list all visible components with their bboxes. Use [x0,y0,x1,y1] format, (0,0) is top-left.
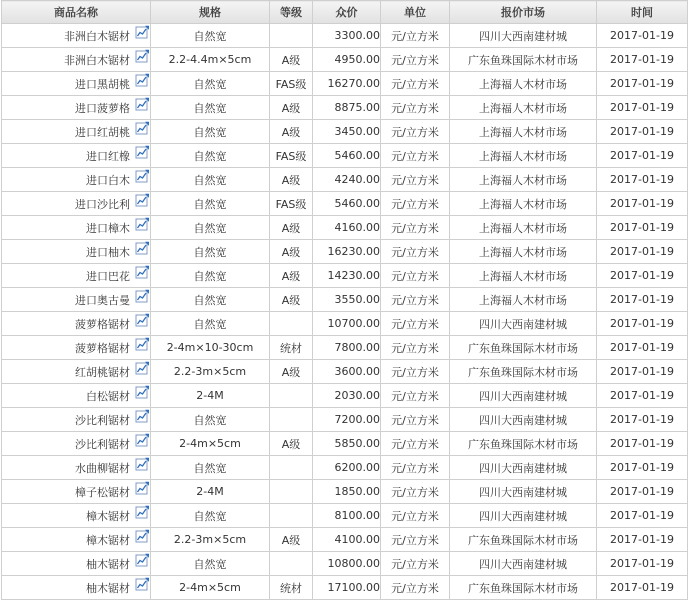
price-trend-chart-icon[interactable] [135,409,150,423]
market-cell: 四川大西南建材城 [450,312,597,336]
column-header-grade[interactable]: 等级 [270,1,313,24]
price-trend-chart-icon[interactable] [135,121,150,135]
price-trend-chart-icon[interactable] [135,313,150,327]
price-trend-chart-icon[interactable] [135,385,150,399]
unit-cell: 元/立方米 [381,480,450,504]
unit-cell: 元/立方米 [381,192,450,216]
column-header-time[interactable]: 时间 [597,1,688,24]
table-row [2,312,688,336]
price-cell: 3600.00 [313,360,381,384]
market-cell: 广东鱼珠国际木材市场 [450,360,597,384]
table-row [2,456,688,480]
spec-cell: 2.2-3m×5cm [151,528,270,552]
grade-cell: A级 [270,288,313,312]
column-header-price[interactable]: 众价 [313,1,381,24]
spec-cell: 自然宽 [151,240,270,264]
spec-cell: 自然宽 [151,312,270,336]
price-trend-chart-icon[interactable] [135,433,150,447]
time-cell: 2017-01-19 [597,576,688,600]
price-cell: 4950.00 [313,48,381,72]
market-cell: 四川大西南建材城 [450,24,597,48]
table-row [2,96,688,120]
spec-cell: 2.2-3m×5cm [151,360,270,384]
price-cell: 3550.00 [313,288,381,312]
table-row [2,360,688,384]
time-cell: 2017-01-19 [597,312,688,336]
market-cell: 四川大西南建材城 [450,384,597,408]
product-name-link[interactable]: 非洲白木锯材 [64,53,130,67]
market-cell: 上海福人木材市场 [450,288,597,312]
unit-cell: 元/立方米 [381,432,450,456]
product-name-link[interactable]: 进口巴花 [86,269,130,283]
price-trend-chart-icon[interactable] [135,217,150,231]
table-header [2,1,688,24]
time-cell: 2017-01-19 [597,120,688,144]
price-cell: 8875.00 [313,96,381,120]
time-cell: 2017-01-19 [597,336,688,360]
time-cell: 2017-01-19 [597,24,688,48]
name-cell [2,456,151,480]
time-cell: 2017-01-19 [597,144,688,168]
name-cell [2,288,151,312]
price-cell: 4160.00 [313,216,381,240]
grade-cell: FAS级 [270,144,313,168]
grade-cell: 统材 [270,576,313,600]
unit-cell: 元/立方米 [381,384,450,408]
unit-cell: 元/立方米 [381,240,450,264]
market-cell: 上海福人木材市场 [450,192,597,216]
grade-cell: 统材 [270,336,313,360]
product-name-link[interactable]: 水曲柳锯材 [75,461,130,475]
product-name-link[interactable]: 进口柚木 [86,245,130,259]
grade-cell [270,408,313,432]
name-cell [2,504,151,528]
table-row [2,216,688,240]
time-cell: 2017-01-19 [597,288,688,312]
table-row [2,576,688,600]
market-cell: 广东鱼珠国际木材市场 [450,432,597,456]
time-cell: 2017-01-19 [597,552,688,576]
price-trend-chart-icon[interactable] [135,49,150,63]
market-cell: 广东鱼珠国际木材市场 [450,528,597,552]
product-name-link[interactable]: 进口红橡 [86,149,130,163]
name-cell [2,96,151,120]
column-header-name[interactable]: 商品名称 [2,1,151,24]
market-cell: 上海福人木材市场 [450,120,597,144]
table-row [2,408,688,432]
grade-cell: A级 [270,120,313,144]
time-cell: 2017-01-19 [597,264,688,288]
name-cell [2,48,151,72]
grade-cell: A级 [270,528,313,552]
table-row [2,480,688,504]
product-name-link[interactable]: 樟子松锯材 [75,485,130,499]
column-header-spec[interactable]: 规格 [151,1,270,24]
time-cell: 2017-01-19 [597,456,688,480]
unit-cell: 元/立方米 [381,264,450,288]
spec-cell: 2-4M [151,384,270,408]
name-cell [2,408,151,432]
product-name-link[interactable]: 红胡桃锯材 [75,365,130,379]
unit-cell: 元/立方米 [381,144,450,168]
market-cell: 上海福人木材市场 [450,144,597,168]
table-body [2,24,688,600]
time-cell: 2017-01-19 [597,48,688,72]
price-cell: 5850.00 [313,432,381,456]
table-row [2,48,688,72]
unit-cell: 元/立方米 [381,528,450,552]
price-cell: 1850.00 [313,480,381,504]
grade-cell [270,384,313,408]
price-trend-chart-icon[interactable] [135,337,150,351]
table-row [2,72,688,96]
unit-cell: 元/立方米 [381,360,450,384]
name-cell [2,24,151,48]
name-cell [2,432,151,456]
table-row [2,264,688,288]
column-header-unit[interactable]: 单位 [381,1,450,24]
time-cell: 2017-01-19 [597,192,688,216]
grade-cell [270,552,313,576]
table-row [2,288,688,312]
name-cell [2,120,151,144]
spec-cell: 自然宽 [151,504,270,528]
price-trend-chart-icon[interactable] [135,25,150,39]
product-name-link[interactable]: 进口奥古曼 [75,293,130,307]
price-trend-chart-icon[interactable] [135,169,150,183]
price-cell: 16270.00 [313,72,381,96]
unit-cell: 元/立方米 [381,288,450,312]
spec-cell: 自然宽 [151,552,270,576]
time-cell: 2017-01-19 [597,360,688,384]
unit-cell: 元/立方米 [381,72,450,96]
table-row [2,192,688,216]
price-cell: 10700.00 [313,312,381,336]
spec-cell: 自然宽 [151,408,270,432]
unit-cell: 元/立方米 [381,576,450,600]
market-cell: 上海福人木材市场 [450,240,597,264]
market-cell: 四川大西南建材城 [450,456,597,480]
product-name-link[interactable]: 菠萝格锯材 [75,317,130,331]
spec-cell: 2-4M [151,480,270,504]
unit-cell: 元/立方米 [381,408,450,432]
product-name-link[interactable]: 白松锯材 [86,389,130,403]
spec-cell: 自然宽 [151,288,270,312]
price-table [1,0,688,600]
spec-cell: 2-4m×5cm [151,576,270,600]
price-cell: 5460.00 [313,144,381,168]
time-cell: 2017-01-19 [597,216,688,240]
time-cell: 2017-01-19 [597,384,688,408]
price-trend-chart-icon[interactable] [135,505,150,519]
product-name-link[interactable]: 进口沙比利 [75,197,130,211]
unit-cell: 元/立方米 [381,504,450,528]
market-cell: 广东鱼珠国际木材市场 [450,48,597,72]
name-cell [2,168,151,192]
grade-cell [270,456,313,480]
name-cell [2,216,151,240]
price-cell: 3300.00 [313,24,381,48]
time-cell: 2017-01-19 [597,528,688,552]
market-cell: 广东鱼珠国际木材市场 [450,336,597,360]
table-row [2,384,688,408]
price-cell: 10800.00 [313,552,381,576]
product-name-link[interactable]: 进口红胡桃 [75,125,130,139]
table-row [2,240,688,264]
grade-cell [270,480,313,504]
product-name-link[interactable]: 樟木锯材 [86,533,130,547]
market-cell: 上海福人木材市场 [450,216,597,240]
price-trend-chart-icon[interactable] [135,481,150,495]
unit-cell: 元/立方米 [381,24,450,48]
product-name-link[interactable]: 柚木锯材 [86,557,130,571]
price-cell: 3450.00 [313,120,381,144]
unit-cell: 元/立方米 [381,456,450,480]
price-cell: 7200.00 [313,408,381,432]
price-trend-chart-icon[interactable] [135,289,150,303]
time-cell: 2017-01-19 [597,168,688,192]
grade-cell: FAS级 [270,192,313,216]
price-trend-chart-icon[interactable] [135,457,150,471]
grade-cell: A级 [270,48,313,72]
product-name-link[interactable]: 进口菠萝格 [75,101,130,115]
column-header-market[interactable]: 报价市场 [450,1,597,24]
market-cell: 上海福人木材市场 [450,72,597,96]
time-cell: 2017-01-19 [597,432,688,456]
market-cell: 上海福人木材市场 [450,96,597,120]
product-name-link[interactable]: 进口白木 [86,173,130,187]
time-cell: 2017-01-19 [597,240,688,264]
price-cell: 6200.00 [313,456,381,480]
grade-cell [270,312,313,336]
price-cell: 17100.00 [313,576,381,600]
product-name-link[interactable]: 非洲白木锯材 [64,29,130,43]
grade-cell: A级 [270,264,313,288]
market-cell: 四川大西南建材城 [450,480,597,504]
price-trend-chart-icon[interactable] [135,241,150,255]
time-cell: 2017-01-19 [597,504,688,528]
name-cell [2,360,151,384]
price-trend-chart-icon[interactable] [135,97,150,111]
unit-cell: 元/立方米 [381,48,450,72]
price-cell: 8100.00 [313,504,381,528]
price-trend-chart-icon[interactable] [135,193,150,207]
market-cell: 上海福人木材市场 [450,168,597,192]
market-cell: 四川大西南建材城 [450,552,597,576]
market-cell: 四川大西南建材城 [450,408,597,432]
grade-cell [270,24,313,48]
price-cell: 5460.00 [313,192,381,216]
name-cell [2,144,151,168]
grade-cell: FAS级 [270,72,313,96]
spec-cell: 2.2-4.4m×5cm [151,48,270,72]
price-trend-chart-icon[interactable] [135,529,150,543]
unit-cell: 元/立方米 [381,120,450,144]
price-trend-chart-icon[interactable] [135,361,150,375]
table-row [2,168,688,192]
unit-cell: 元/立方米 [381,168,450,192]
spec-cell: 自然宽 [151,192,270,216]
spec-cell: 自然宽 [151,96,270,120]
unit-cell: 元/立方米 [381,96,450,120]
name-cell [2,384,151,408]
product-name-link[interactable]: 柚木锯材 [86,581,130,595]
price-trend-chart-icon[interactable] [135,577,150,591]
time-cell: 2017-01-19 [597,72,688,96]
price-trend-chart-icon[interactable] [135,553,150,567]
name-cell [2,480,151,504]
name-cell [2,576,151,600]
spec-cell: 2-4m×10-30cm [151,336,270,360]
grade-cell: A级 [270,96,313,120]
name-cell [2,552,151,576]
time-cell: 2017-01-19 [597,408,688,432]
price-cell: 2030.00 [313,384,381,408]
table-row [2,24,688,48]
table-row [2,552,688,576]
spec-cell: 自然宽 [151,24,270,48]
product-name-link[interactable]: 进口樟木 [86,221,130,235]
grade-cell: A级 [270,240,313,264]
name-cell [2,240,151,264]
grade-cell: A级 [270,168,313,192]
time-cell: 2017-01-19 [597,480,688,504]
table-row [2,144,688,168]
unit-cell: 元/立方米 [381,312,450,336]
market-cell: 四川大西南建材城 [450,504,597,528]
table-row [2,504,688,528]
price-cell: 14230.00 [313,264,381,288]
product-name-link[interactable]: 沙比利锯材 [75,413,130,427]
grade-cell: A级 [270,432,313,456]
name-cell [2,72,151,96]
spec-cell: 自然宽 [151,120,270,144]
name-cell [2,312,151,336]
table-row [2,528,688,552]
name-cell [2,192,151,216]
product-name-link[interactable]: 进口黑胡桃 [75,77,130,91]
unit-cell: 元/立方米 [381,216,450,240]
price-trend-chart-icon[interactable] [135,73,150,87]
price-cell: 7800.00 [313,336,381,360]
spec-cell: 自然宽 [151,216,270,240]
table-row [2,432,688,456]
price-cell: 16230.00 [313,240,381,264]
price-trend-chart-icon[interactable] [135,265,150,279]
market-cell: 上海福人木材市场 [450,264,597,288]
name-cell [2,336,151,360]
price-cell: 4240.00 [313,168,381,192]
name-cell [2,264,151,288]
unit-cell: 元/立方米 [381,336,450,360]
table-row [2,336,688,360]
product-name-link[interactable]: 菠萝格锯材 [75,341,130,355]
spec-cell: 自然宽 [151,72,270,96]
time-cell: 2017-01-19 [597,96,688,120]
price-trend-chart-icon[interactable] [135,145,150,159]
spec-cell: 2-4m×5cm [151,432,270,456]
unit-cell: 元/立方米 [381,552,450,576]
spec-cell: 自然宽 [151,144,270,168]
product-name-link[interactable]: 沙比利锯材 [75,437,130,451]
spec-cell: 自然宽 [151,168,270,192]
spec-cell: 自然宽 [151,264,270,288]
price-cell: 4100.00 [313,528,381,552]
product-name-link[interactable]: 樟木锯材 [86,509,130,523]
grade-cell: A级 [270,216,313,240]
market-cell: 广东鱼珠国际木材市场 [450,576,597,600]
grade-cell: A级 [270,360,313,384]
grade-cell [270,504,313,528]
spec-cell: 自然宽 [151,456,270,480]
table-row [2,120,688,144]
name-cell [2,528,151,552]
